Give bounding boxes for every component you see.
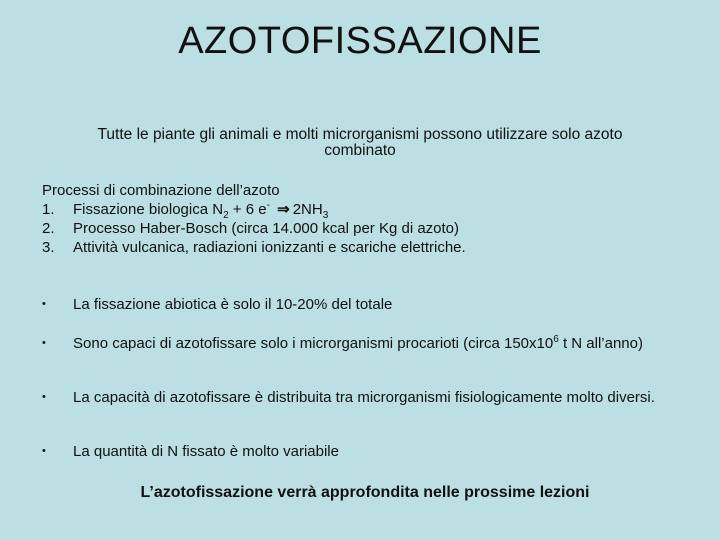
process-item bbox=[42, 219, 682, 238]
subscript: 2 bbox=[223, 210, 229, 221]
process-item bbox=[42, 238, 682, 257]
bullet-item bbox=[42, 390, 662, 405]
intro-text: Tutte le piante gli animali e molti microrganismi possono utilizzare solo azoto combinato bbox=[97, 126, 623, 159]
process-number: 1. bbox=[42, 201, 55, 218]
process-text bbox=[73, 200, 328, 219]
slide-title: AZOTOFISSAZIONE bbox=[178, 20, 542, 62]
bullet-text: La capacità di azotofissare è distribuita tra microrganismi fisiologicamente molto diversi. bbox=[73, 389, 655, 406]
process-number: 3. bbox=[42, 239, 55, 256]
bullet-icon: • bbox=[42, 445, 46, 457]
closing-note: L’azotofissazione verrà approfondita nelle prossime lezioni bbox=[140, 484, 590, 501]
bullet-icon: • bbox=[42, 391, 46, 403]
subscript: 3 bbox=[322, 210, 329, 221]
bullet-icon: • bbox=[42, 298, 46, 310]
superscript: 6 bbox=[553, 334, 559, 345]
process-number: 2. bbox=[42, 220, 55, 237]
bullet-item bbox=[42, 297, 662, 312]
bullet-text: La quantità di N fissato è molto variabile bbox=[73, 443, 339, 460]
processes-heading: Processi di combinazione dell’azoto bbox=[42, 182, 280, 199]
process-text-part: Fissazione biologica N bbox=[73, 201, 224, 218]
bullet-text-part: t N all’anno) bbox=[558, 335, 643, 352]
process-text-part: + 6 e bbox=[228, 201, 267, 218]
bullet-text bbox=[73, 336, 662, 351]
process-item bbox=[42, 200, 682, 219]
process-text: Attività vulcanica, radiazioni ionizzanti e scariche elettriche. bbox=[73, 239, 466, 256]
process-text: Processo Haber-Bosch (circa 14.000 kcal per Kg di azoto) bbox=[73, 220, 460, 237]
bullet-text: La fissazione abiotica è solo il 10-20% del totale bbox=[73, 296, 393, 313]
bullet-icon: • bbox=[42, 337, 46, 349]
processes-list bbox=[42, 181, 682, 257]
bullet-text-part: Sono capaci di azotofissare solo i microrganismi procarioti (circa 150x10 bbox=[73, 335, 554, 352]
bullet-item bbox=[42, 444, 662, 459]
implies-arrow-icon: ⇒ bbox=[277, 201, 290, 218]
process-text-part: 2NH bbox=[292, 201, 323, 218]
superscript: - bbox=[266, 200, 270, 211]
bullet-item bbox=[42, 336, 662, 351]
